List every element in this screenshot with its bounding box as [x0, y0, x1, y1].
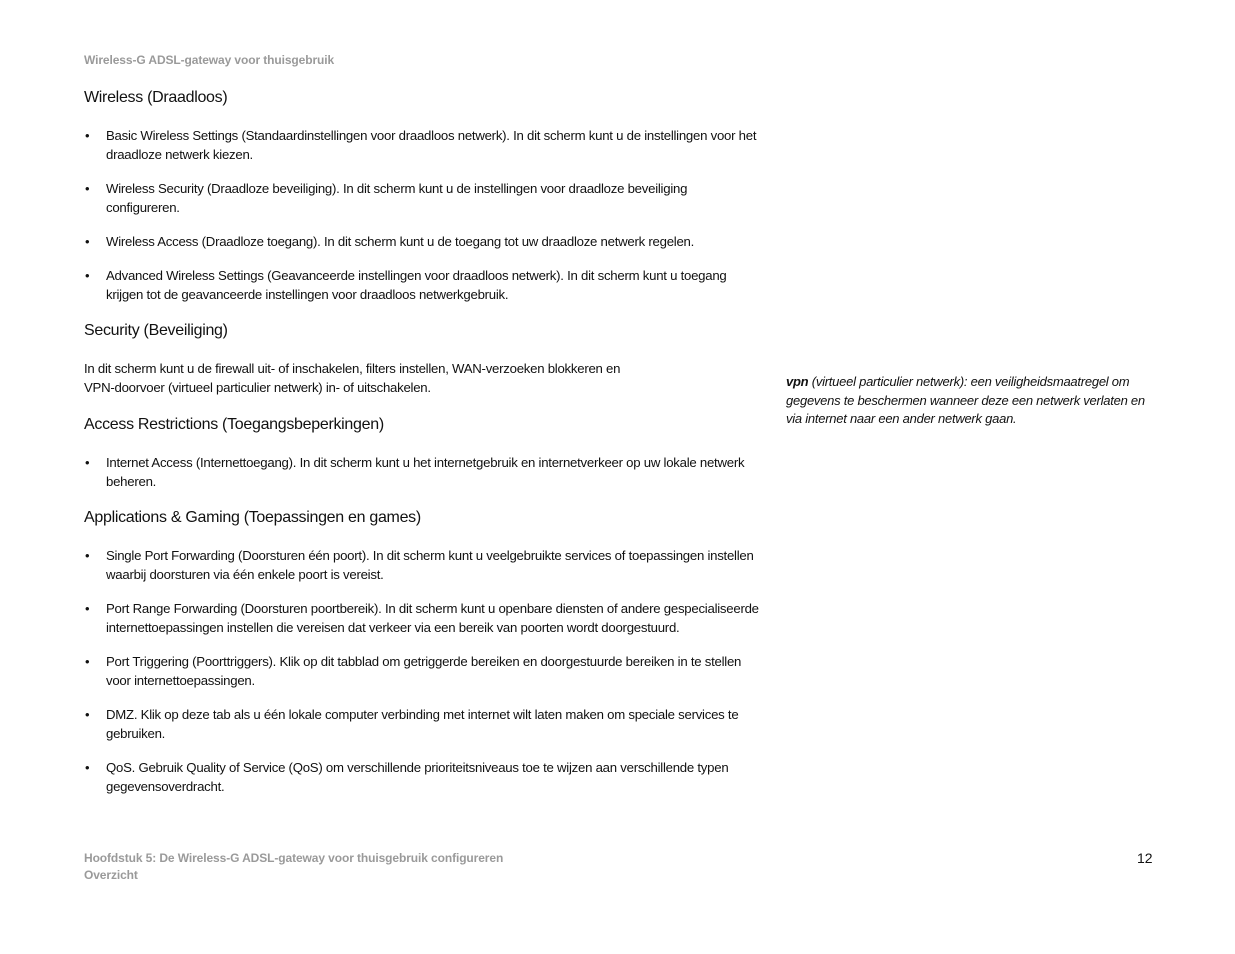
bullet-list — [84, 546, 764, 796]
section-heading: Access Restrictions (Toegangsbeperkingen) — [84, 416, 384, 433]
main-content — [84, 86, 764, 811]
list-item: • Basic Wireless Settings (Standaardinstellingen voor draadloos netwerk). In dit scherm kunt u de instellingen voor het draadloze netwerk kiezen. — [84, 126, 764, 164]
glossary-definition: (virtueel particulier netwerk): een veiligheidsmaatregel om gegevens te beschermen wanneer deze een netwerk verlaten en via internet naar een ander netwerk gaan. — [786, 374, 1145, 426]
running-header: Wireless-G ADSL-gateway voor thuisgebruik — [84, 53, 335, 67]
glossary-note — [786, 373, 1156, 429]
footer-subtitle: Overzicht — [84, 868, 138, 882]
glossary-term: vpn — [786, 374, 809, 389]
list-item: • Port Range Forwarding (Doorsturen poortbereik). In dit scherm kunt u openbare diensten of andere gespecialiseerde internettoepassingen instellen die vereisen dat verkeer via een bereik van poorten wordt doorgestuurd. — [84, 599, 764, 637]
section-security — [84, 319, 764, 397]
section-wireless — [84, 86, 764, 304]
paragraph-line: VPN-doorvoer (virtueel particulier netwerk) in- of uitschakelen. — [84, 380, 431, 395]
section-heading: Wireless (Draadloos) — [84, 89, 228, 106]
section-heading: Applications & Gaming (Toepassingen en games) — [84, 509, 421, 526]
body-paragraph — [84, 359, 764, 397]
list-item: • DMZ. Klik op deze tab als u één lokale computer verbinding met internet wilt laten maken om speciale services te gebruiken. — [84, 705, 764, 743]
list-item: • Advanced Wireless Settings (Geavanceerde instellingen voor draadloos netwerk). In dit scherm kunt u toegang krijgen tot de geavanceerde instellingen voor draadloos netwerkgebruik. — [84, 266, 764, 304]
section-access-restrictions — [84, 413, 764, 491]
list-item: • QoS. Gebruik Quality of Service (QoS) om verschillende prioriteitsniveaus toe te wijzen aan verschillende typen gegevensoverdracht. — [84, 758, 764, 796]
footer-chapter: Hoofdstuk 5: De Wireless-G ADSL-gateway voor thuisgebruik configureren — [84, 851, 504, 865]
paragraph-line: In dit scherm kunt u de firewall uit- of inschakelen, filters instellen, WAN-verzoeken blokkeren en — [84, 361, 621, 376]
bullet-list — [84, 453, 764, 491]
bullet-list — [84, 126, 764, 304]
section-applications-gaming — [84, 506, 764, 796]
list-item: • Internet Access (Internettoegang). In dit scherm kunt u het internetgebruik en internetverkeer op uw lokale netwerk beheren. — [84, 453, 764, 491]
list-item: • Wireless Security (Draadloze beveiliging). In dit scherm kunt u de instellingen voor draadloze beveiliging configureren. — [84, 179, 764, 217]
footer — [84, 850, 503, 884]
list-item: • Single Port Forwarding (Doorsturen één poort). In dit scherm kunt u veelgebruikte services of toepassingen instellen waarbij doorsturen via één enkele poort is vereist. — [84, 546, 764, 584]
page-number: 12 — [1137, 850, 1153, 866]
list-item: • Wireless Access (Draadloze toegang). In dit scherm kunt u de toegang tot uw draadloze netwerk regelen. — [84, 232, 764, 251]
list-item: • Port Triggering (Poorttriggers). Klik op dit tabblad om getriggerde bereiken en doorgestuurde bereiken in te stellen voor internettoepassingen. — [84, 652, 764, 690]
section-heading: Security (Beveiliging) — [84, 322, 228, 339]
